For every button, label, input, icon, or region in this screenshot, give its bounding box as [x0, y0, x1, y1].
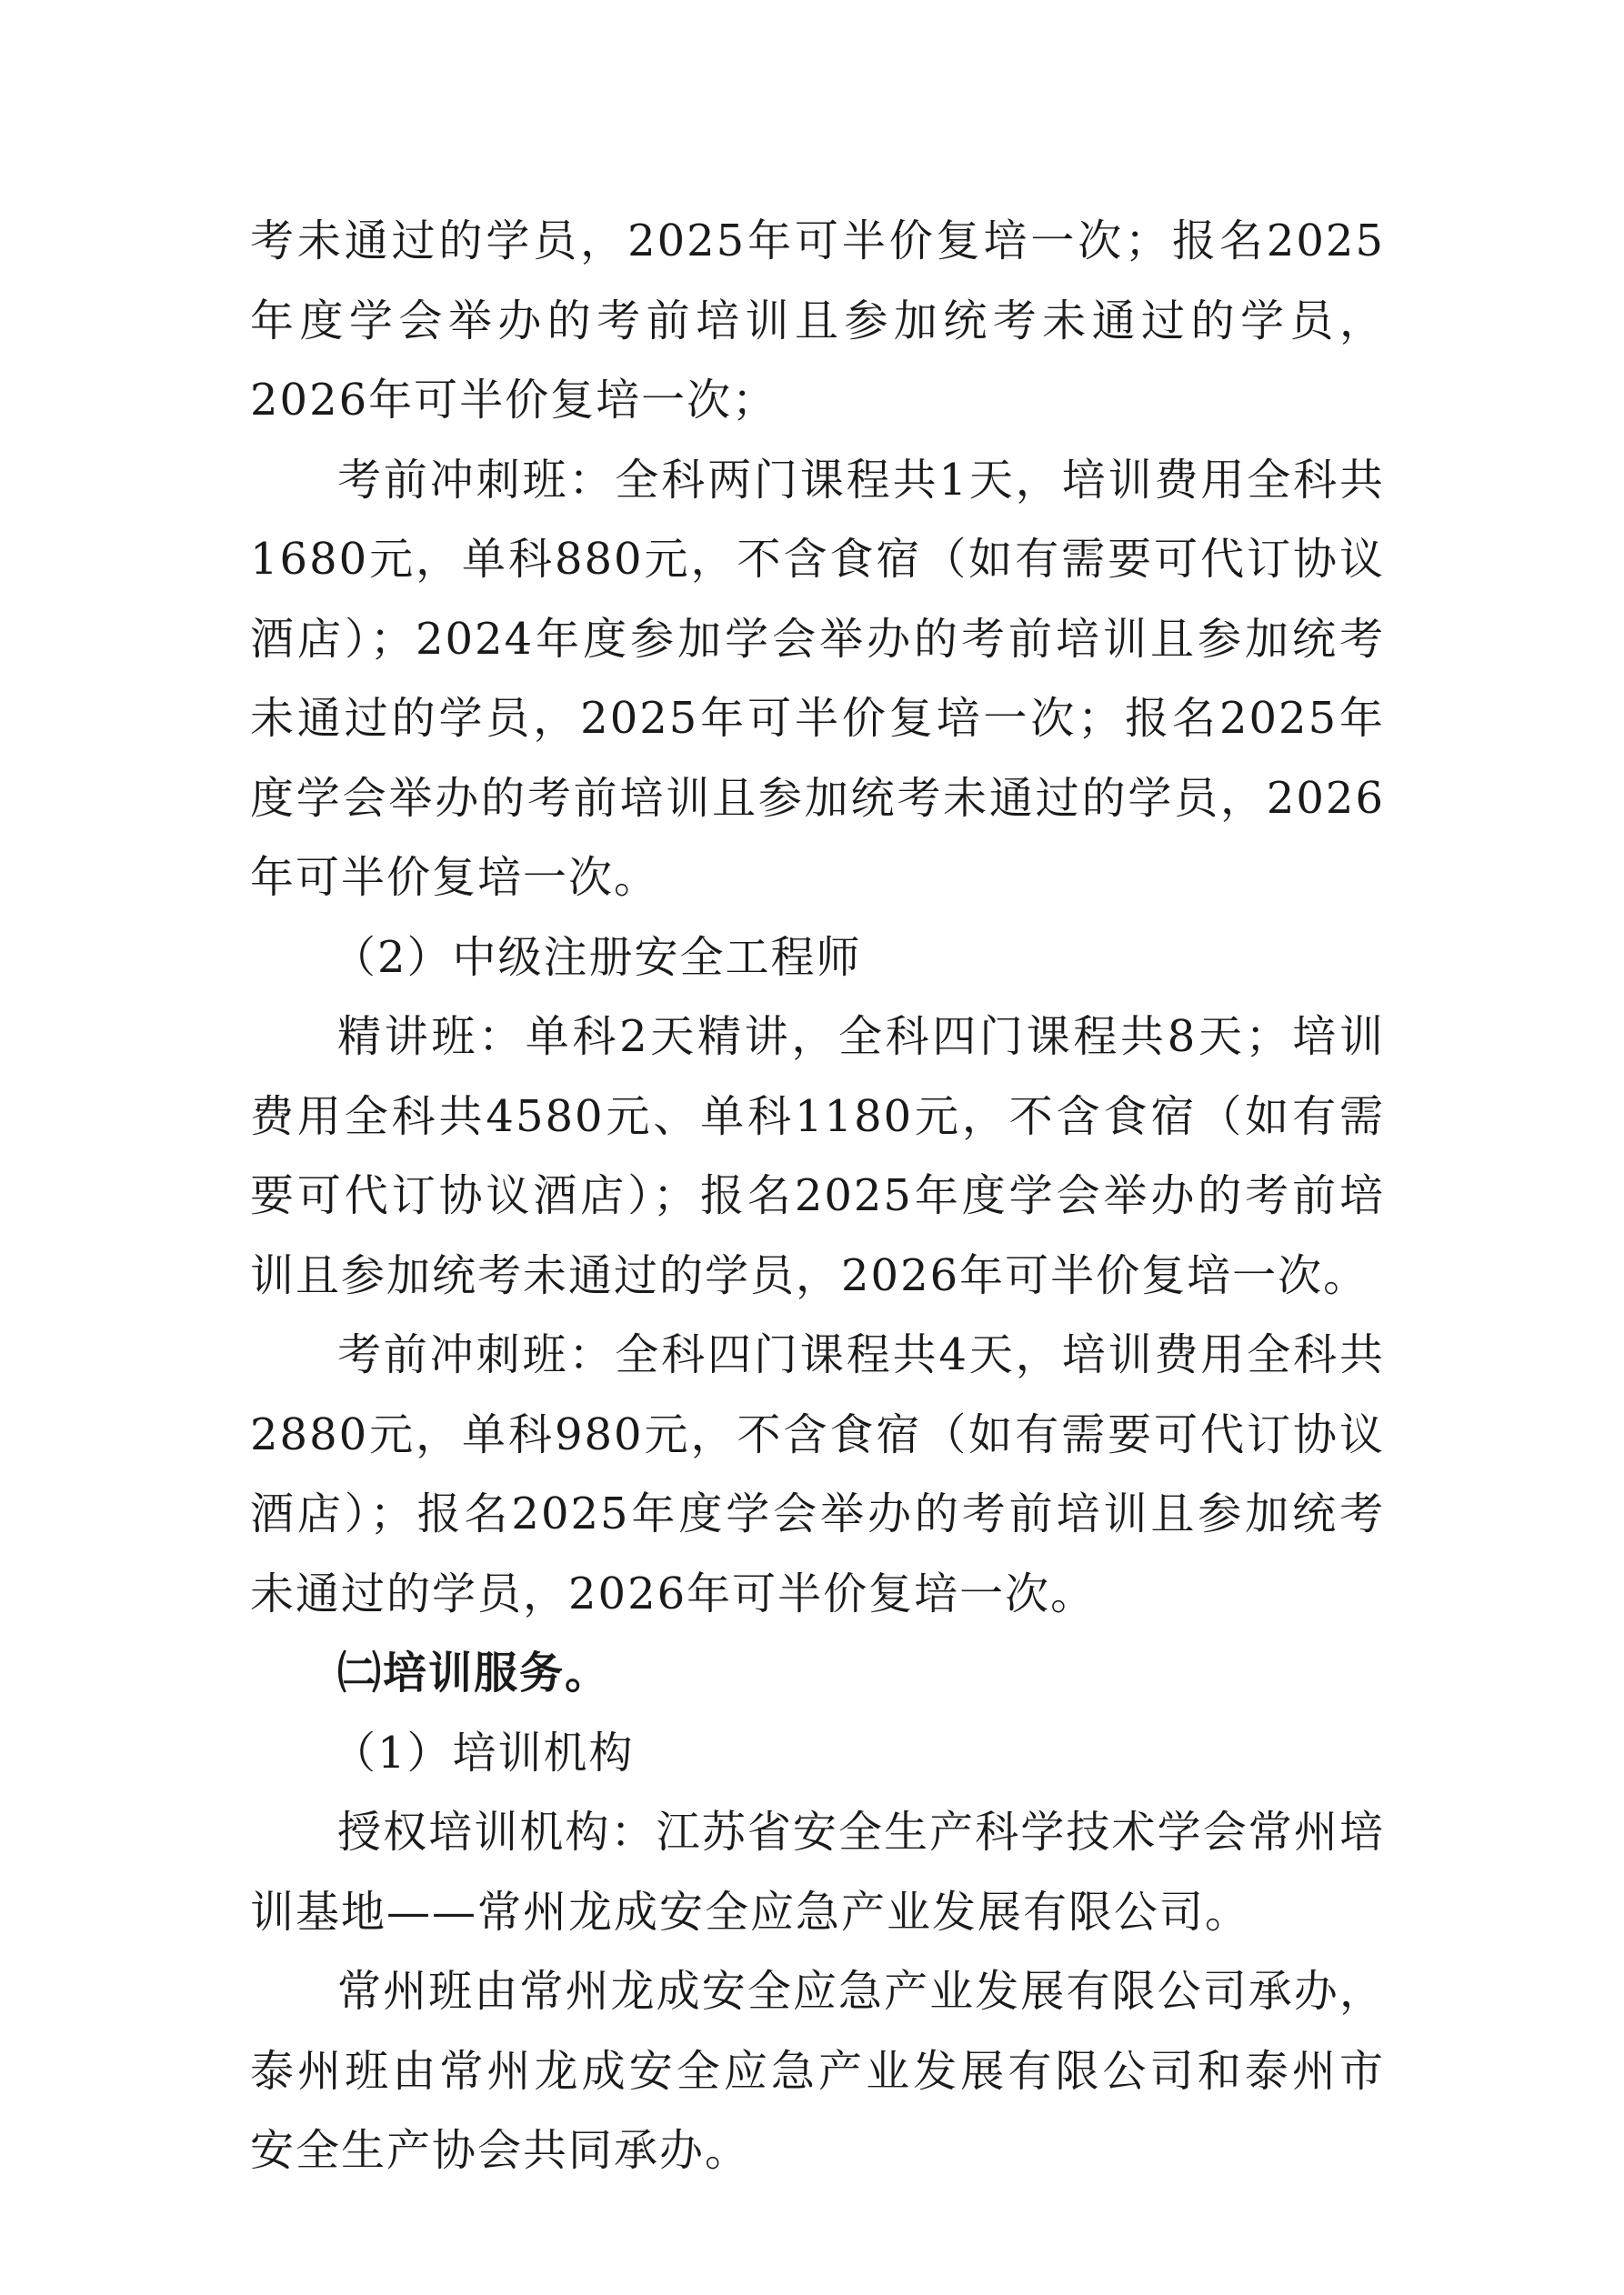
subheading-training-institution: （1）培训机构 [332, 1727, 635, 1779]
section-heading-training-service: ㈡培训服务。 [337, 1648, 611, 1699]
document-body [250, 202, 1385, 2191]
paragraph-sprint-class-intermediate: 考前冲刺班：全科四门课程共4天，培训费用全科共2880元，单科980元，不含食宿（如有需要可代订协议酒店）；报名2025年度学会举办的考前培训且参加统考未通过的学员，2026年可半价复培一次。 [250, 1329, 1385, 1619]
paragraph-organizers: 常州班由常州龙成安全应急产业发展有限公司承办，泰州班由常州龙成安全应急产业发展有限公司和泰州市安全生产协会共同承办。 [250, 1966, 1385, 2176]
paragraph-continuation: 考未通过的学员，2025年可半价复培一次；报名2025年度学会举办的考前培训且参加统考未通过的学员，2026年可半价复培一次； [250, 215, 1385, 426]
subheading-intermediate-engineer: （2）中级注册安全工程师 [332, 931, 862, 983]
paragraph-intensive-class: 精讲班：单科2天精讲，全科四门课程共8天；培训费用全科共4580元、单科1180元，不含食宿（如有需要可代订协议酒店）；报名2025年度学会举办的考前培训且参加统考未通过的学员，2026年可半价复培一次。 [250, 1011, 1385, 1301]
paragraph-authorized-institution: 授权培训机构：江苏省安全生产科学技术学会常州培训基地——常州龙成安全应急产业发展有限公司。 [250, 1807, 1385, 1938]
paragraph-sprint-class-junior: 考前冲刺班：全科两门课程共1天，培训费用全科共1680元，单科880元，不含食宿（如有需要可代订协议酒店）；2024年度参加学会举办的考前培训且参加统考未通过的学员，2025年可半价复培一次；报名2025年度学会举办的考前培训且参加统考未通过的学员，2026年可半价复培一次。 [250, 454, 1385, 903]
